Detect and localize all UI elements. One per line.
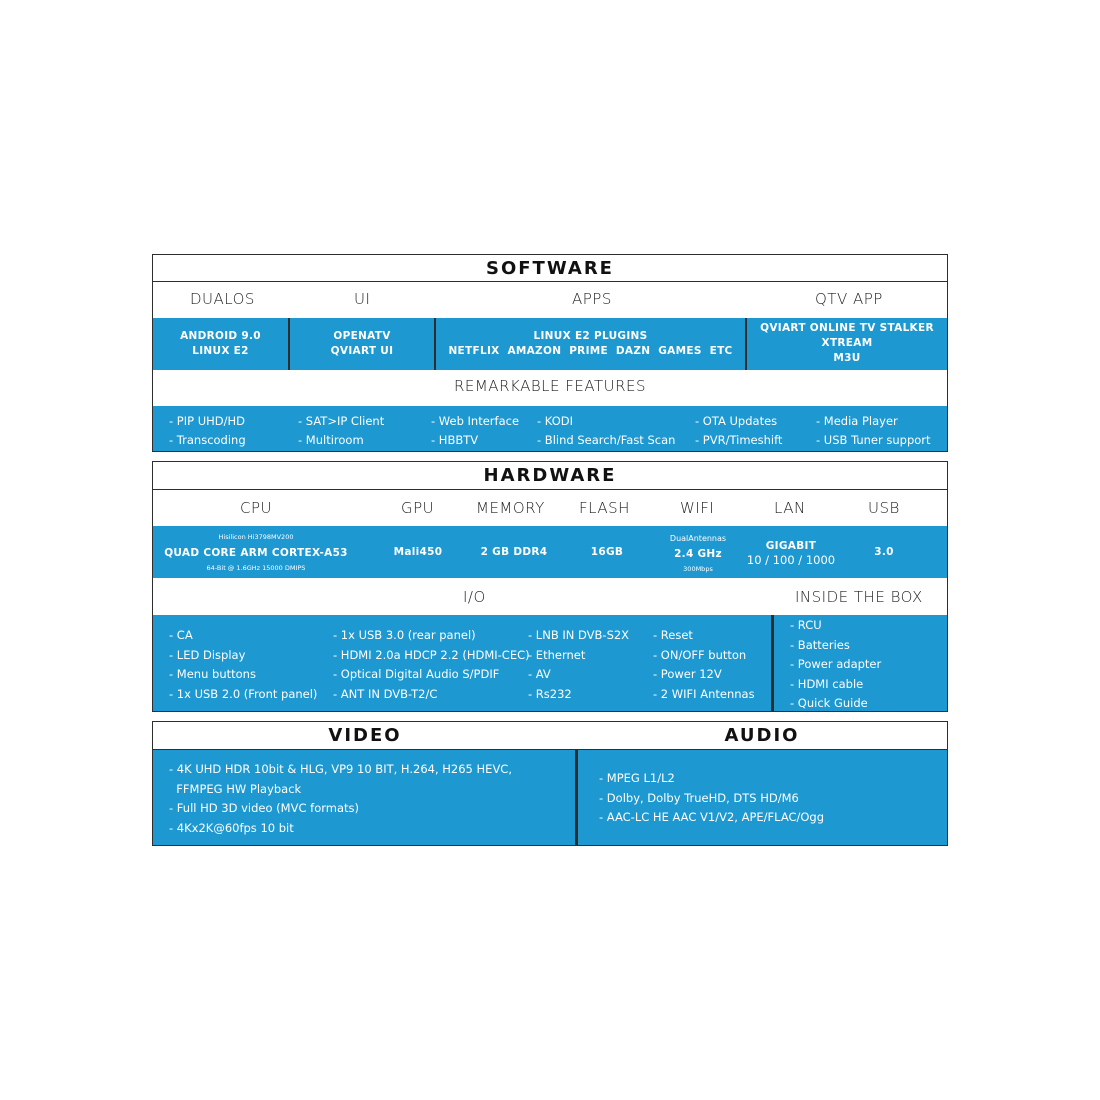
io-item: - LED Display — [169, 647, 246, 662]
feature-item: - KODI — [537, 414, 574, 428]
apps-list: NETFLIX AMAZON PRIME DAZN GAMES ETC — [448, 345, 733, 357]
video-item: - 4K UHD HDR 10bit & HLG, VP9 10 BIT, H.264, H265 HEVC, — [169, 762, 512, 776]
box-col — [790, 616, 881, 714]
apps-values — [436, 329, 745, 359]
box-item: - Quick Guide — [790, 696, 868, 710]
io-col — [333, 626, 530, 704]
feature-col — [537, 412, 675, 450]
lan-speeds: 10 / 100 / 1000 — [746, 553, 836, 567]
features-title: REMARKABLE FEATURES — [453, 377, 647, 395]
hardware-title: HARDWARE — [483, 465, 617, 486]
feature-item: - Multiroom — [298, 433, 364, 447]
cpu-value: QUAD CORE ARM CORTEX-A53 — [164, 547, 348, 559]
software-header-dualos: DUALOS — [190, 290, 255, 308]
software-panel — [152, 254, 948, 452]
box-item: - HDMI cable — [790, 676, 864, 691]
hw-header-cpu: CPU — [240, 499, 272, 517]
feature-col — [169, 412, 246, 450]
video-item: - 4Kx2K@60fps 10 bit — [169, 820, 294, 835]
box-item: - RCU — [790, 618, 822, 632]
io-item: - ANT IN DVB-T2/C — [333, 686, 438, 701]
hw-header-gpu: GPU — [401, 499, 435, 517]
box-item: - Power adapter — [790, 657, 882, 671]
software-header-ui: UI — [354, 290, 371, 308]
usb-value: 3.0 — [874, 546, 894, 558]
io-item: - 1x USB 2.0 (Front panel) — [169, 686, 318, 701]
feature-item: - OTA Updates — [695, 414, 778, 428]
features-strip — [153, 406, 947, 451]
io-item: - Menu buttons — [169, 667, 256, 681]
hardware-panel — [152, 461, 948, 712]
software-title: SOFTWARE — [486, 258, 614, 279]
wifi-antennas: DualAntennas — [669, 534, 727, 543]
io-col — [528, 626, 629, 704]
io-item: - ON/OFF button — [653, 647, 747, 662]
qtv-stalker: QVIART ONLINE TV STALKER — [760, 322, 934, 334]
feature-item: - Media Player — [816, 414, 898, 428]
cpu-model: Hisilicon Hi3798MV200 — [218, 533, 294, 541]
hw-header-memory: MEMORY — [476, 499, 545, 517]
software-header-qtv: QTV APP — [815, 290, 883, 308]
cpu-detail: 64-Bit @ 1.6GHz 15000 DMIPS — [206, 564, 306, 572]
io-item: - 2 WIFI Antennas — [653, 686, 755, 701]
dualos-android: ANDROID 9.0 — [180, 330, 261, 342]
video-audio-panel — [152, 721, 948, 846]
dualos-linux: LINUX E2 — [192, 345, 249, 357]
io-col — [169, 626, 317, 704]
qtv-values — [747, 321, 947, 366]
audio-item: - AAC-LC HE AAC V1/V2, APE/FLAC/Ogg — [599, 810, 825, 824]
io-item: - Power 12V — [653, 667, 722, 681]
inside-box-title: INSIDE THE BOX — [795, 588, 923, 606]
feature-item: - PIP UHD/HD — [169, 414, 246, 428]
apps-linux-plugins: LINUX E2 PLUGINS — [533, 330, 648, 342]
wifi-speed: 300Mbps — [683, 565, 713, 573]
video-item: - Full HD 3D video (MVC formats) — [169, 801, 359, 815]
video-title: VIDEO — [328, 725, 402, 746]
flash-value: 16GB — [590, 546, 624, 558]
feature-item: - Transcoding — [169, 433, 246, 447]
hw-header-lan: LAN — [774, 499, 806, 517]
qtv-m3u: M3U — [833, 352, 861, 364]
feature-col — [695, 412, 782, 450]
hw-header-wifi: WIFI — [680, 499, 715, 517]
dualos-values — [153, 329, 288, 359]
hw-header-usb: USB — [868, 499, 900, 517]
audio-title: AUDIO — [724, 725, 800, 746]
ui-openatv: OPENATV — [333, 330, 391, 342]
io-item: - HDMI 2.0a HDCP 2.2 (HDMI-CEC) — [333, 647, 530, 662]
ui-values — [290, 329, 434, 359]
io-item: - Ethernet — [528, 647, 586, 662]
io-item: - 1x USB 3.0 (rear panel) — [333, 628, 476, 642]
io-item: - LNB IN DVB-S2X — [528, 628, 630, 642]
wifi-value: 2.4 GHz — [674, 548, 722, 560]
memory-value: 2 GB DDR4 — [480, 546, 548, 558]
hw-header-flash: FLASH — [579, 499, 630, 517]
divider — [153, 281, 947, 282]
feature-col — [816, 412, 931, 450]
io-title: I/O — [463, 588, 486, 606]
feature-item: - PVR/Timeshift — [695, 433, 783, 447]
feature-item: - HBBTV — [431, 433, 479, 447]
audio-strip — [578, 750, 947, 845]
io-item: - Rs232 — [528, 686, 572, 701]
video-list — [169, 760, 512, 838]
gpu-value: Mali450 — [393, 546, 443, 558]
feature-col — [431, 412, 519, 450]
video-strip — [153, 750, 575, 845]
software-values-strip — [153, 318, 947, 370]
io-col — [653, 626, 755, 704]
io-item: - CA — [169, 628, 193, 642]
divider — [153, 489, 947, 490]
qtv-xtream: XTREAM — [821, 337, 873, 349]
io-strip — [153, 615, 947, 711]
audio-item: - Dolby, Dolby TrueHD, DTS HD/M6 — [599, 790, 799, 805]
hardware-values-strip — [153, 526, 947, 578]
lan-value: GIGABIT — [765, 540, 817, 552]
feature-item: - USB Tuner support — [816, 433, 931, 447]
video-item: FFMPEG HW Playback — [169, 781, 302, 796]
io-item: - Reset — [653, 628, 693, 642]
audio-item: - MPEG L1/L2 — [599, 771, 675, 785]
io-item: - AV — [528, 667, 551, 681]
feature-item: - Web Interface — [431, 414, 520, 428]
software-header-apps: APPS — [572, 290, 612, 308]
feature-item: - Blind Search/Fast Scan — [537, 433, 676, 447]
io-item: - Optical Digital Audio S/PDIF — [333, 667, 500, 681]
feature-col — [298, 412, 384, 450]
audio-list — [599, 769, 824, 828]
ui-qviart: QVIART UI — [330, 345, 394, 357]
feature-item: - SAT>IP Client — [298, 414, 385, 428]
box-item: - Batteries — [790, 637, 850, 652]
